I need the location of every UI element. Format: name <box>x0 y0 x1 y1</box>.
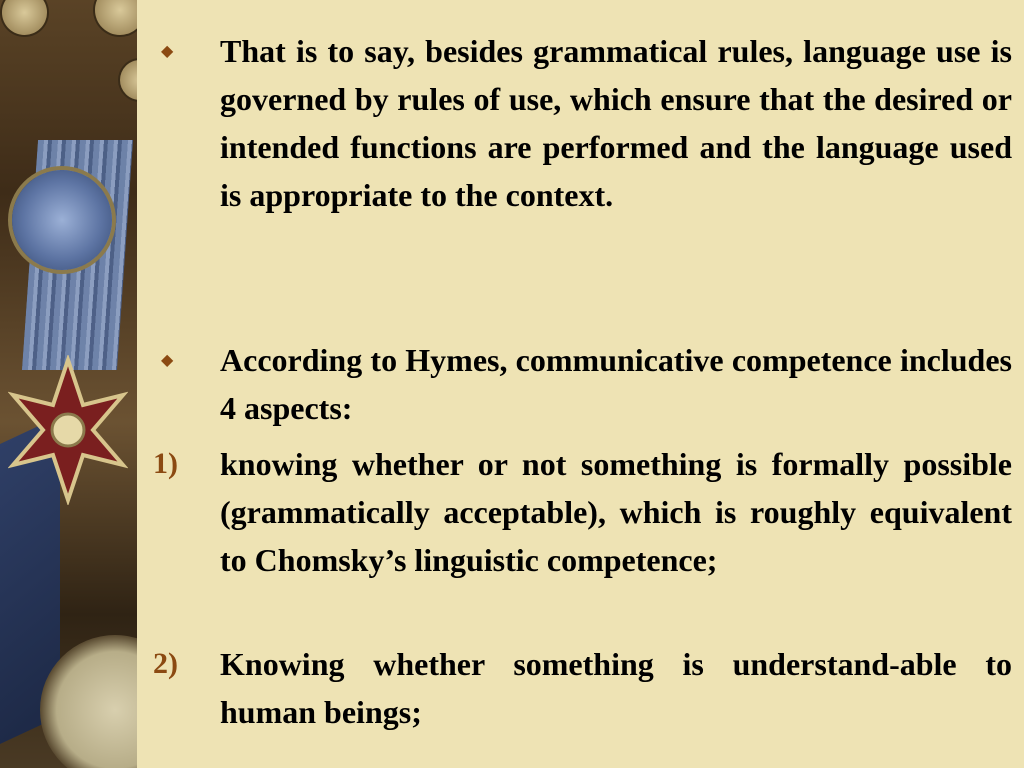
list-number: 1) <box>153 447 178 480</box>
list-number: 2) <box>153 647 178 680</box>
coin-decoration <box>2 0 47 35</box>
coin-decoration <box>95 0 137 35</box>
bullet-text: That is to say, besides grammatical rules, language use is governed by rules of use, which ensure that the desired or intended functions are performed and the language used is appropriate to the context. <box>220 33 1012 213</box>
decorative-sidebar-image <box>0 0 137 768</box>
diamond-bullet-icon: ◆ <box>161 352 174 369</box>
coin-decoration <box>120 60 137 100</box>
medal-rosette-decoration <box>12 170 112 270</box>
diamond-bullet-icon: ◆ <box>161 43 174 60</box>
slide-content <box>137 0 1024 768</box>
cross-medal-icon <box>8 355 128 505</box>
bullet-text: According to Hymes, communicative competence includes 4 aspects: <box>220 342 1012 426</box>
numbered-text: knowing whether or not something is formally possible (grammatically acceptable), which is roughly equivalent to Chomsky’s linguistic competence; <box>220 446 1012 578</box>
numbered-text: Knowing whether something is understand-able to human beings; <box>220 646 1012 730</box>
